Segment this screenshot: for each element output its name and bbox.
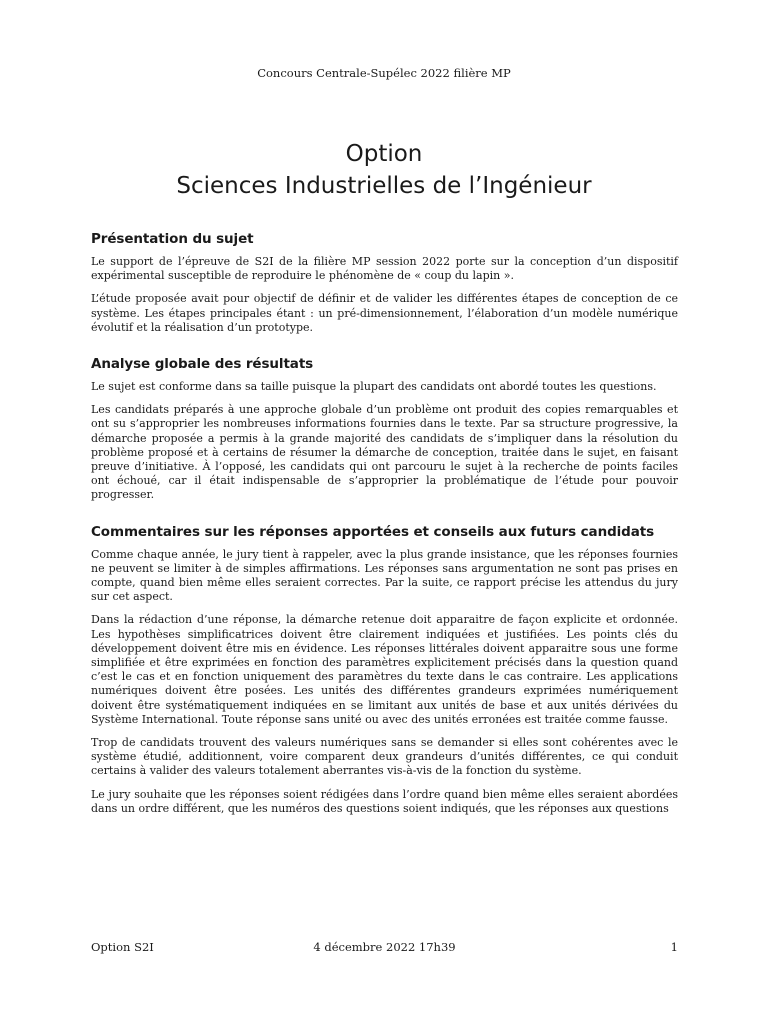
page-title [0, 138, 768, 202]
section-heading: Commentaires sur les réponses apportées et conseils aux futurs candidats [91, 523, 655, 540]
paragraph: Comme chaque année, le jury tient à rappeler, avec la plus grande insistance, que les réponses fournies ne peuvent se limiter à de simples affirmations. Les réponses sans argumentation ne sont pas prises en compte, quand bien même elles seraient correctes. Par la suite, ce rapport précise les attendus du jury sur cet aspect. [91, 547, 678, 604]
paragraph: Le jury souhaite que les réponses soient rédigées dans l’ordre quand bien même elles seraient abordées dans un ordre différent, que les numéros des questions soient indiqués, que les réponses aux questions [91, 787, 678, 815]
section-presentation [91, 230, 678, 335]
section-heading: Analyse globale des résultats [91, 356, 314, 373]
section-commentaires [91, 523, 678, 816]
footer-left: Option S2I [91, 940, 154, 954]
section-heading: Présentation du sujet [91, 231, 254, 247]
page-number: 1 [670, 940, 678, 954]
paragraph: Le sujet est conforme dans sa taille puisque la plupart des candidats ont abordé toutes les questions. [91, 380, 657, 394]
title-line-1: Option [345, 141, 423, 167]
title-line-2: Sciences Industrielles de l’Ingénieur [176, 173, 592, 199]
paragraph: L’étude proposée avait pour objectif de définir et de valider les différentes étapes de conception de ce système. Les étapes principales étant : un pré-dimensionnement, l’élaboration d’un modèle numérique évolutif et la réalisation d’un prototype. [91, 292, 678, 334]
footer-date: 4 décembre 2022 17h39 [313, 940, 456, 954]
running-header: Concours Centrale-Supélec 2022 filière MP [257, 66, 511, 80]
paragraph: Le support de l’épreuve de S2I de la filière MP session 2022 porte sur la conception d’un dispositif expérimental susceptible de reproduire le phénomène de « coup du lapin ». [91, 255, 678, 283]
page-footer [91, 940, 678, 956]
document-body [91, 230, 678, 825]
paragraph: Les candidats préparés à une approche globale d’un problème ont produit des copies remarquables et ont su s’approprier les nombreuses informations fournies dans le texte. Par sa structure progressive, la démarche proposée a permis à la grande majorité des candidats de s’impliquer dans la résolution du problème proposé et à certains de résumer la démarche de conception, traitée dans le sujet, en faisant preuve d’initiative. À l’opposé, les candidats qui ont parcouru le sujet à la recherche de points faciles ont échoué, car il était indispensable de s’approprier la problématique de l’étude pour pouvoir progresser. [91, 403, 678, 502]
paragraph: Dans la rédaction d’une réponse, la démarche retenue doit apparaitre de façon explicite et ordonnée. Les hypothèses simplificatrices doivent être clairement indiquées et justifiées. Les points clés du développement doivent être mis en évidence. Les réponses littérales doivent apparaitre sous une forme simplifiée et être exprimées en fonction des paramètres explicitement précisés dans la question quand c’est le cas et en fonction uniquement des paramètres du texte dans le cas contraire. Les applications numériques doivent être posées. Les unités des différentes grandeurs exprimées numériquement doivent être systématiquement indiquées en se limitant aux unités de base et aux unités dérivées du Système International. Toute réponse sans unité ou avec des unités erronées est traitée comme fausse. [91, 613, 678, 726]
section-analyse [91, 355, 678, 503]
paragraph: Trop de candidats trouvent des valeurs numériques sans se demander si elles sont cohérentes avec le système étudié, additionnent, voire comparent deux grandeurs d’unités différentes, ce qui conduit certains à valider des valeurs totalement aberrantes vis-à-vis de la fonction du système. [91, 736, 678, 778]
